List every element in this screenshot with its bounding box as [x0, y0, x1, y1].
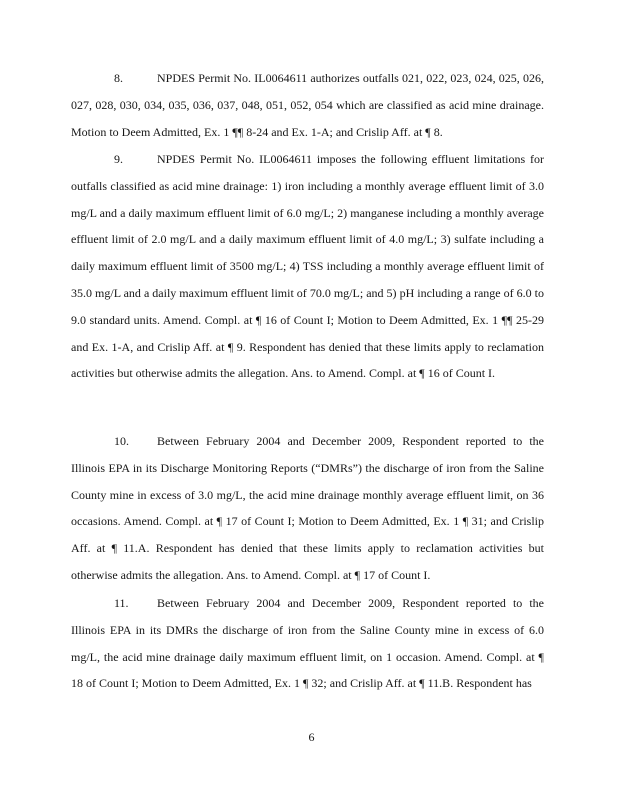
paragraph-text: Between February 2004 and December 2009, Respondent reported to the Illinois EPA in its DMRs the discharge of iron from the Saline County mine in excess of 6.0 mg/L, the acid mine drainage daily maximum effluent limit, on 1 occasion. Amend. Compl. at ¶ 18 of Count I; Motion to Deem Admitted, Ex. 1 ¶ 32; and Crislip Aff. at ¶ 11.B. Respondent has — [71, 596, 544, 691]
paragraph-9 — [71, 146, 544, 387]
paragraph-text: Between February 2004 and December 2009, Respondent reported to the Illinois EPA in its Discharge Monitoring Reports (“DMRs”) the discharge of iron from the Saline County mine in excess of 3.0 mg/L, the acid mine drainage monthly average effluent limit, on 36 occasions. Amend. Compl. at ¶ 17 of Count I; Motion to Deem Admitted, Ex. 1 ¶ 31; and Crislip Aff. at ¶ 11.A. Respondent has denied that these limits apply to reclamation activities but otherwise admits the allegation. Ans. to Amend. Compl. at ¶ 17 of Count I. — [71, 434, 544, 582]
paragraph-number: 10. — [114, 434, 129, 448]
paragraph-number: 9. — [114, 152, 123, 166]
paragraph-10 — [71, 428, 544, 589]
paragraph-11 — [71, 590, 544, 697]
paragraph-text: NPDES Permit No. IL0064611 imposes the following effluent limitations for outfalls classified as acid mine drainage: 1) iron including a monthly average effluent limit of 3.0 mg/L and a daily maximum effluent limit of 6.0 mg/L; 2) manganese including a monthly average effluent limit of 2.0 mg/L and a daily maximum effluent limit of 4.0 mg/L; 3) sulfate including a daily maximum effluent limit of 3500 mg/L; 4) TSS including a monthly average effluent limit of 35.0 mg/L and a daily maximum effluent limit of 70.0 mg/L; and 5) pH including a range of 6.0 to 9.0 standard units. Amend. Compl. at ¶ 16 of Count I; Motion to Deem Admitted, Ex. 1 ¶¶ 25-29 and Ex. 1-A, and Crislip Aff. at ¶ 9. Respondent has denied that these limits apply to reclamation activities but otherwise admits the allegation. Ans. to Amend. Compl. at ¶ 16 of Count I. — [71, 152, 544, 381]
page-number: 6 — [308, 730, 315, 744]
paragraph-text: NPDES Permit No. IL0064611 authorizes outfalls 021, 022, 023, 024, 025, 026, 027, 028, 030, 034, 035, 036, 037, 048, 051, 052, 054 which are classified as acid mine drainage. Motion to Deem Admitted, Ex. 1 ¶¶ 8-24 and Ex. 1-A; and Crislip Aff. at ¶ 8. — [71, 71, 544, 139]
paragraph-number: 11. — [114, 596, 129, 610]
paragraph-number: 8. — [114, 71, 123, 85]
paragraph-8 — [71, 65, 544, 145]
